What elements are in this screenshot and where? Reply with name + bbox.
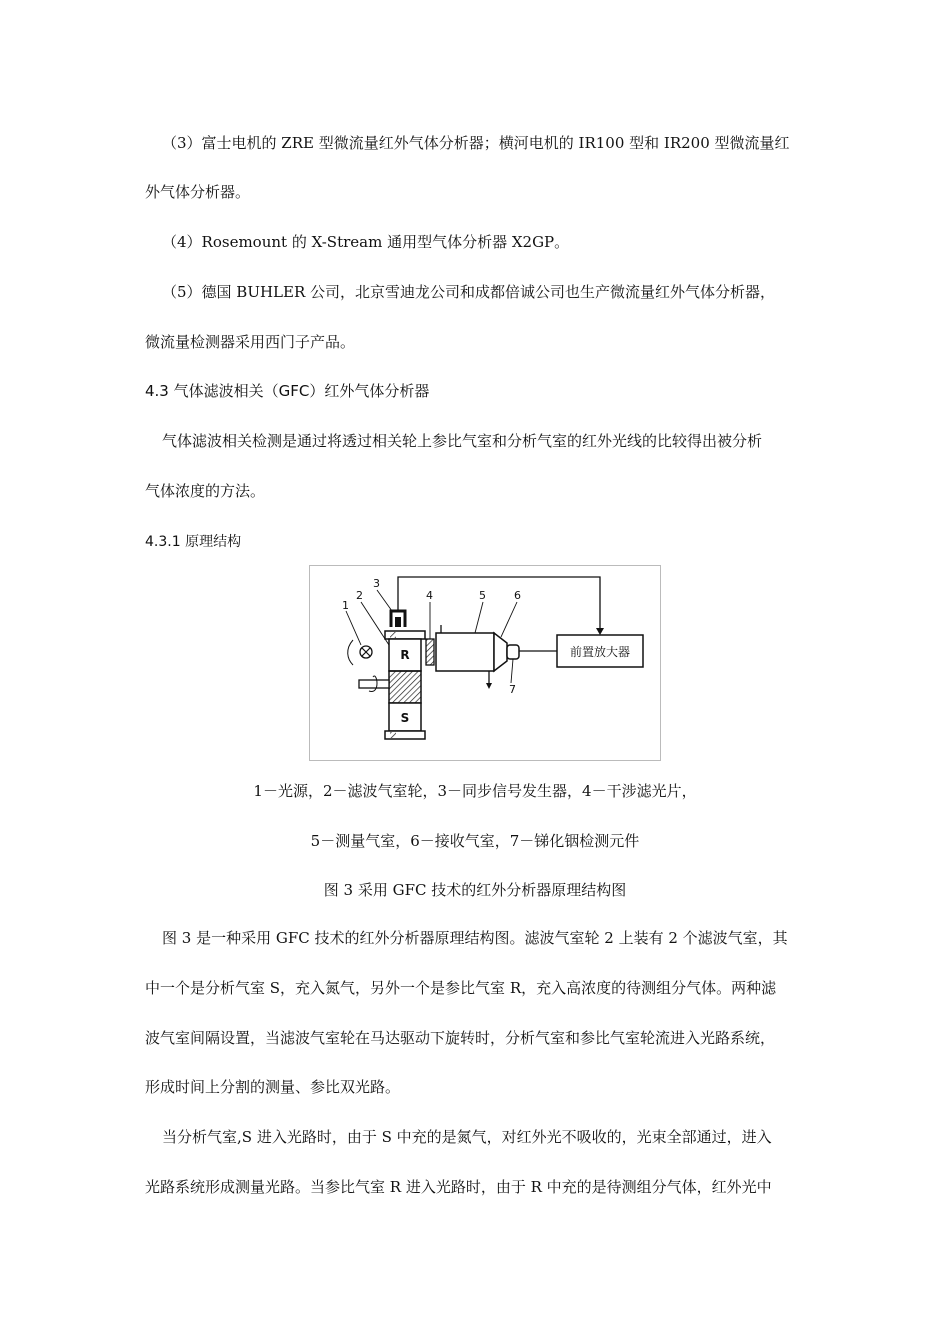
figure-caption: 图 3 采用 GFC 技术的红外分析器原理结构图 [323, 881, 627, 899]
figure-legend-line: 5－测量气室，6－接收气室，7－锑化铟检测元件 [310, 832, 640, 850]
callout-4: 4 [426, 589, 433, 602]
callout-7: 7 [509, 683, 516, 696]
paragraph-line: 形成时间上分割的测量、参比双光路。 [145, 1078, 401, 1096]
paragraph-line: 微流量检测器采用西门子产品。 [145, 333, 356, 351]
preamplifier-label: 前置放大器 [569, 645, 631, 659]
wheel-hub [389, 671, 421, 703]
paragraph-line: 气体滤波相关检测是通过将透过相关轮上参比气室和分析气室的红外光线的比较得出被分析 [162, 432, 763, 450]
paragraph-line: 波气室间隔设置，当滤波气室轮在马达驱动下旋转时，分析气室和参比气室轮流进入光路系统， [145, 1029, 776, 1047]
callout-6: 6 [514, 589, 521, 602]
paragraph-line: （4）Rosemount 的 X-Stream 通用型气体分析器 X2GP。 [162, 233, 570, 251]
callout-1: 1 [342, 599, 349, 612]
chamber-r-label: R [400, 648, 410, 662]
paragraph-line: （3）富士电机的 ZRE 型微流量红外气体分析器；横河电机的 IR100 型和 IR200 型微流量红 [162, 134, 790, 152]
paragraph-line: 当分析气室,S 进入光路时，由于 S 中充的是氮气，对红外光不吸收的，光束全部通过，进入 [162, 1128, 772, 1146]
gfc-structure-diagram [309, 565, 661, 761]
insb-detector [507, 645, 519, 659]
callout-5: 5 [479, 589, 486, 602]
chamber-s-label: S [400, 711, 410, 725]
measurement-chamber [436, 633, 494, 671]
callout-3: 3 [373, 577, 380, 590]
section-heading: 4.3 气体滤波相关（GFC）红外气体分析器 [145, 382, 430, 400]
figure-legend-line: 1－光源，2－滤波气室轮，3－同步信号发生器，4－干涉滤光片， [253, 782, 697, 800]
paragraph-line: 中一个是分析气室 S，充入氮气，另外一个是参比气室 R，充入高浓度的待测组分气体。两种滤 [145, 979, 777, 997]
paragraph-line: 气体浓度的方法。 [145, 482, 266, 500]
motor-shaft [359, 680, 389, 688]
paragraph-line: 图 3 是一种采用 GFC 技术的红外分析器原理结构图。滤波气室轮 2 上装有 2 个滤波气室，其 [162, 929, 788, 947]
subsection-heading: 4.3.1 原理结构 [145, 534, 242, 550]
paragraph-line: （5）德国 BUHLER 公司，北京雪迪龙公司和成都倍诚公司也生产微流量红外气体分析器， [162, 283, 776, 301]
paragraph-line: 光路系统形成测量光路。当参比气室 R 进入光路时，由于 R 中充的是待测组分气体，红外光中 [145, 1178, 772, 1196]
callout-2: 2 [356, 589, 363, 602]
interference-filter [426, 639, 434, 665]
paragraph-line: 外气体分析器。 [145, 183, 251, 201]
